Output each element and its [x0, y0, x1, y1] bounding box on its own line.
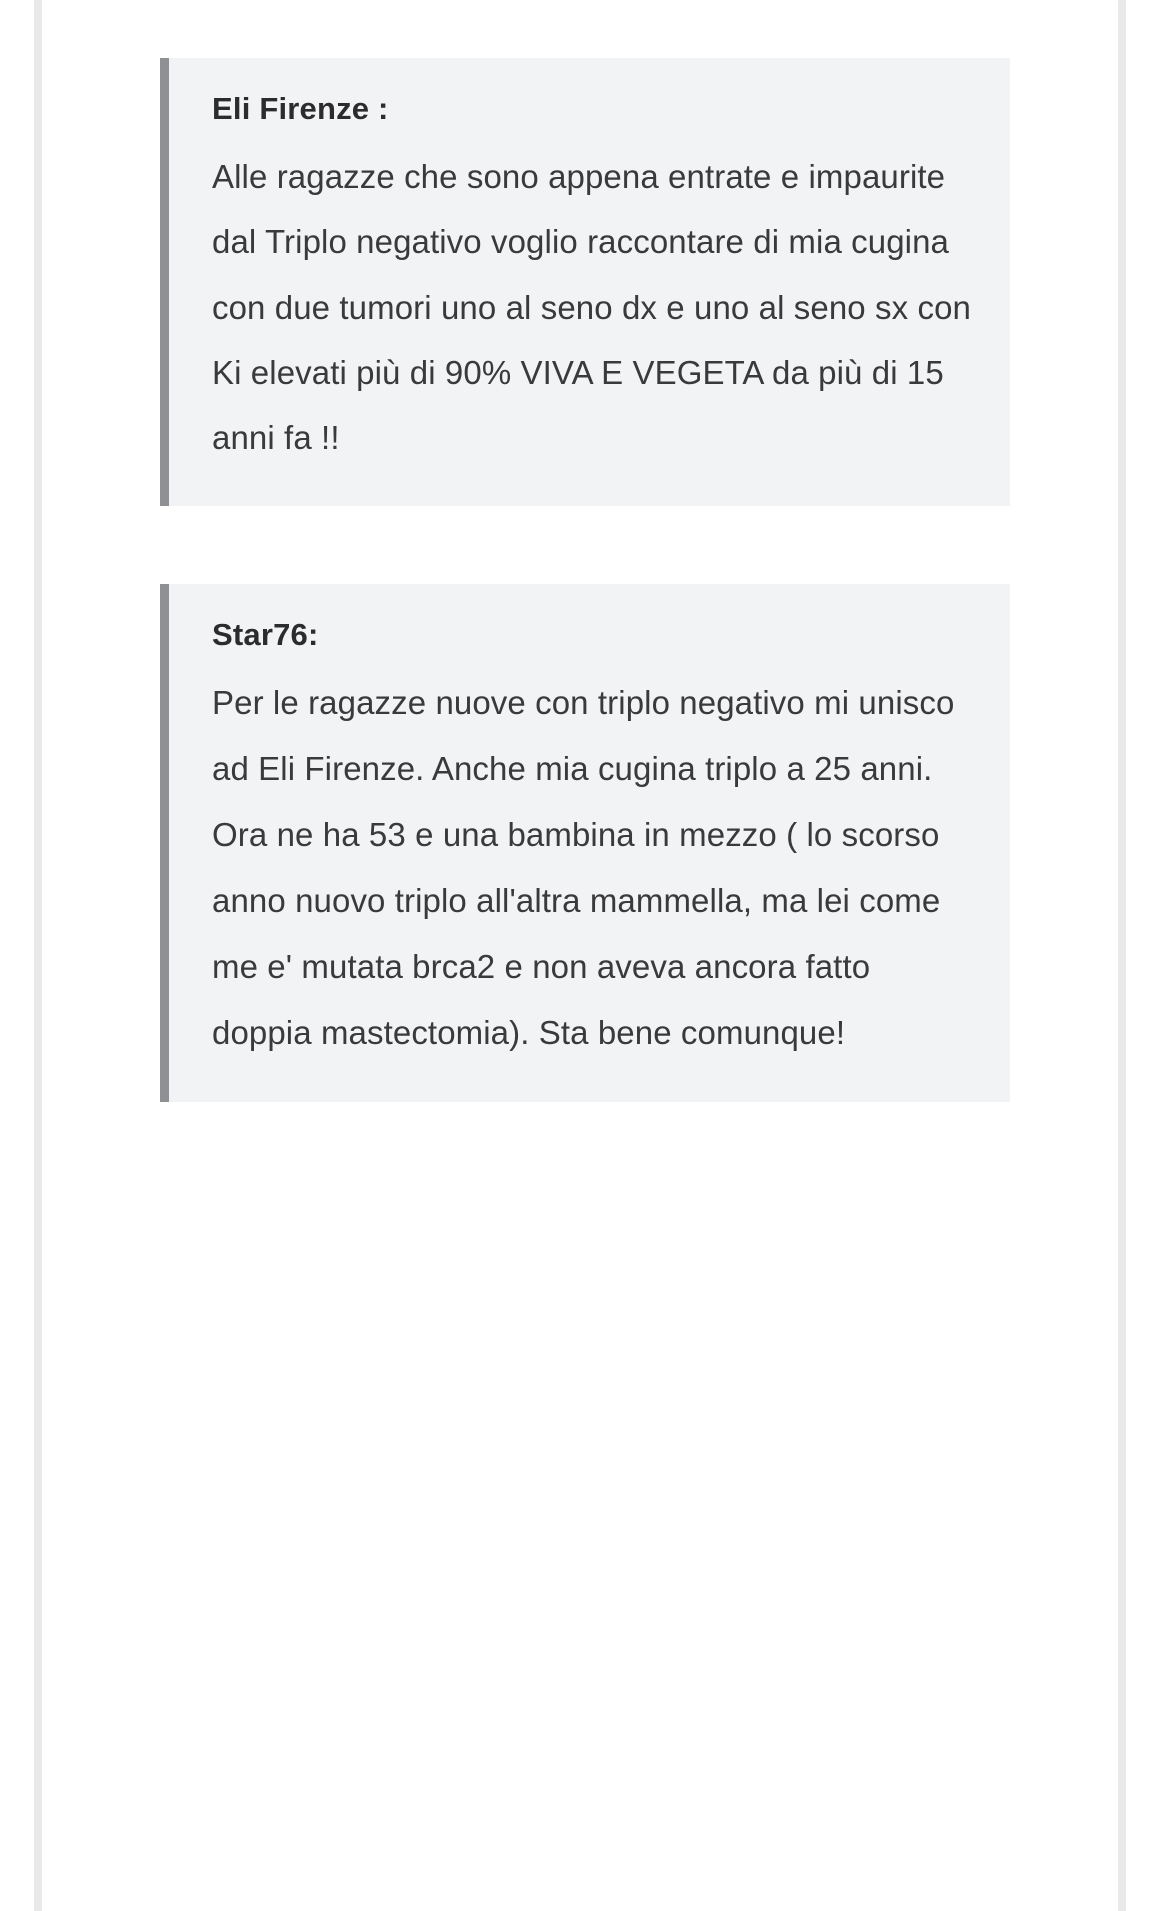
content-column [120, 0, 1050, 1102]
quote-author-1: Eli Firenze : [212, 91, 389, 126]
left-rail-divider [34, 0, 42, 1911]
quote-author-2: Star76: [212, 617, 319, 653]
right-rail-divider [1118, 0, 1126, 1911]
quote-block-2 [160, 584, 1010, 1102]
quote-text-1: Alle ragazze che sono appena entrate e impaurite dal Triplo negativo voglio raccontare di mia cugina con due tumori uno al seno dx e uno al seno sx con Ki elevati più di 90% VIVA E VEGETA da più di 15 anni fa !! [212, 157, 971, 457]
quote-block-1 [160, 58, 1010, 506]
quote-text-2: Per le ragazze nuove con triplo negativo mi unisco ad Eli Firenze. Anche mia cugina triplo a 25 anni. Ora ne ha 53 e una bambina in mezzo ( lo scorso anno nuovo triplo all'altra mammella, ma lei come me e' mutata brca2 e non aveva ancora fatto doppia mastectomia). Sta bene comunque! [212, 684, 955, 1052]
